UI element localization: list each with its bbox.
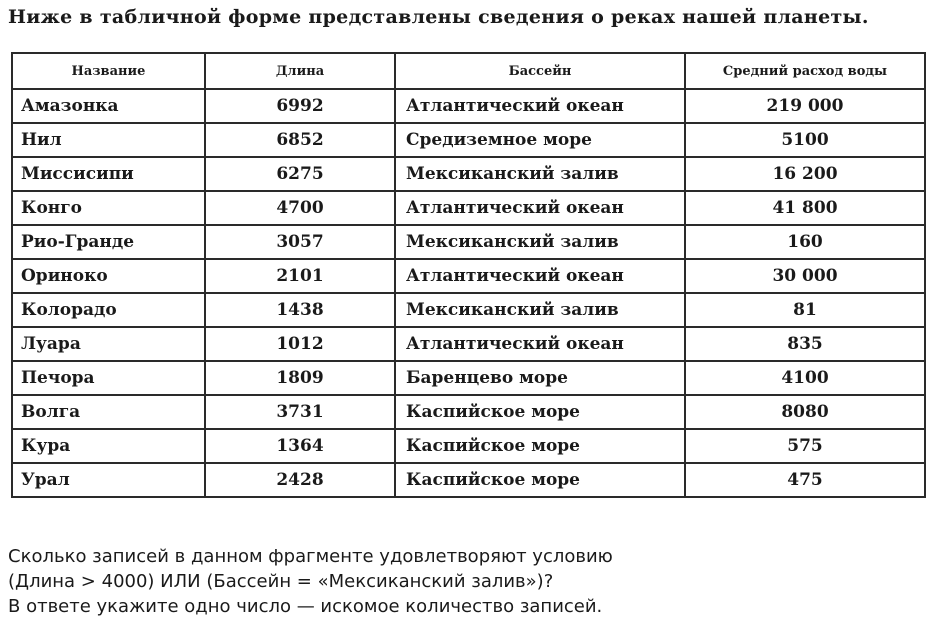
cell-basin: Средиземное море xyxy=(395,123,685,157)
cell-basin: Атлантический океан xyxy=(395,259,685,293)
question-line-1: Сколько записей в данном фрагменте удовлетворяют условию xyxy=(8,546,613,567)
cell-length: 6992 xyxy=(205,89,395,123)
cell-name: Луара xyxy=(12,327,205,361)
cell-length: 1809 xyxy=(205,361,395,395)
cell-length: 2428 xyxy=(205,463,395,497)
rivers-table xyxy=(11,52,926,498)
cell-basin: Каспийское море xyxy=(395,463,685,497)
table-row xyxy=(12,259,925,293)
table-row xyxy=(12,463,925,497)
table-row xyxy=(12,157,925,191)
header-flow: Средний расход воды xyxy=(685,53,925,89)
cell-flow: 5100 xyxy=(685,123,925,157)
cell-name: Миссисипи xyxy=(12,157,205,191)
cell-basin: Баренцево море xyxy=(395,361,685,395)
cell-flow: 835 xyxy=(685,327,925,361)
cell-name: Печора xyxy=(12,361,205,395)
cell-flow: 41 800 xyxy=(685,191,925,225)
cell-length: 3057 xyxy=(205,225,395,259)
table-row xyxy=(12,395,925,429)
cell-name: Ориноко xyxy=(12,259,205,293)
cell-basin: Мексиканский залив xyxy=(395,157,685,191)
table-row xyxy=(12,123,925,157)
cell-length: 6852 xyxy=(205,123,395,157)
cell-flow: 4100 xyxy=(685,361,925,395)
intro-text: Ниже в табличной форме представлены сведения о реках нашей планеты. xyxy=(8,6,869,28)
question-line-2: (Длина > 4000) ИЛИ (Бассейн = «Мексиканский залив»)? xyxy=(8,571,554,592)
cell-flow: 575 xyxy=(685,429,925,463)
cell-basin: Атлантический океан xyxy=(395,191,685,225)
cell-flow: 160 xyxy=(685,225,925,259)
cell-name: Рио-Гранде xyxy=(12,225,205,259)
cell-length: 1364 xyxy=(205,429,395,463)
question-text xyxy=(8,544,613,619)
cell-flow: 219 000 xyxy=(685,89,925,123)
cell-flow: 8080 xyxy=(685,395,925,429)
cell-name: Амазонка xyxy=(12,89,205,123)
cell-name: Конго xyxy=(12,191,205,225)
cell-basin: Мексиканский залив xyxy=(395,293,685,327)
cell-basin: Каспийское море xyxy=(395,429,685,463)
cell-flow: 16 200 xyxy=(685,157,925,191)
table-row xyxy=(12,429,925,463)
question-line-3: В ответе укажите одно число — искомое количество записей. xyxy=(8,596,603,617)
cell-basin: Каспийское море xyxy=(395,395,685,429)
header-name: Название xyxy=(12,53,205,89)
cell-name: Кура xyxy=(12,429,205,463)
table-row xyxy=(12,293,925,327)
cell-basin: Мексиканский залив xyxy=(395,225,685,259)
table-row xyxy=(12,361,925,395)
cell-basin: Атлантический океан xyxy=(395,89,685,123)
cell-flow: 30 000 xyxy=(685,259,925,293)
cell-name: Урал xyxy=(12,463,205,497)
cell-name: Волга xyxy=(12,395,205,429)
table-row xyxy=(12,225,925,259)
cell-name: Колорадо xyxy=(12,293,205,327)
header-basin: Бассейн xyxy=(395,53,685,89)
cell-flow: 475 xyxy=(685,463,925,497)
table-row xyxy=(12,191,925,225)
cell-length: 1012 xyxy=(205,327,395,361)
cell-name: Нил xyxy=(12,123,205,157)
cell-basin: Атлантический океан xyxy=(395,327,685,361)
cell-length: 4700 xyxy=(205,191,395,225)
table-header-row xyxy=(12,53,925,89)
cell-length: 2101 xyxy=(205,259,395,293)
table-row xyxy=(12,89,925,123)
cell-length: 1438 xyxy=(205,293,395,327)
header-length: Длина xyxy=(205,53,395,89)
cell-length: 3731 xyxy=(205,395,395,429)
table-row xyxy=(12,327,925,361)
cell-length: 6275 xyxy=(205,157,395,191)
cell-flow: 81 xyxy=(685,293,925,327)
